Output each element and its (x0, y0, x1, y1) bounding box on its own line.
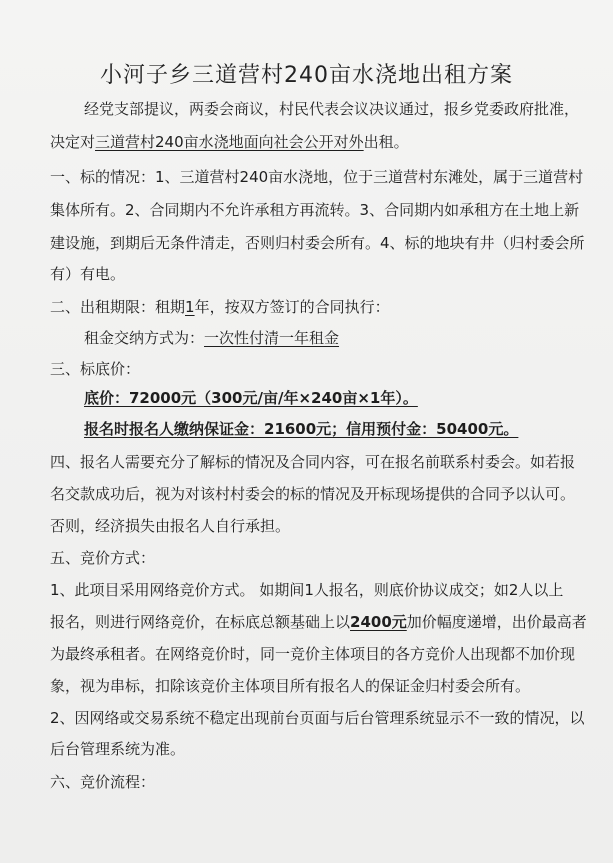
s5-p2-line-1: 2、因网络或交易系统不稳定出现前台页面与后台管理系统显示不一致的情况，以 (50, 709, 585, 727)
intro-line-2 (50, 132, 409, 152)
intro-line-1: 经党支部提议，两委会商议，村民代表会议决议通过，报乡党委政府批准， (84, 100, 580, 118)
s4-line-3: 否则，经济损失由报名人自行承担。 (50, 517, 291, 535)
intro-line-2-underlined: 三道营村240亩水浇地面向社会公开对外 (95, 133, 364, 151)
document-title: 小河子乡三道营村240亩水浇地出租方案 (100, 63, 513, 88)
s1-line-1: 一、标的情况：1、三道营村240亩水浇地，位于三道营村东滩处，属于三道营村 (50, 168, 584, 186)
s1-line-3: 建设施，到期后无条件清走，否则归村委会所有。4、标的地块有井（归村委会所 (50, 234, 585, 252)
s1-line-2: 集体所有。2、合同期内不允许承租方再流转。3、合同期内如承租方在土地上新 (50, 201, 580, 219)
base-price: 底价：72000元（300元/亩/年×240亩×1年）。 (84, 389, 418, 407)
s5-p1-line-4: 象，视为串标，扣除该竞价主体项目所有报名人的保证金归村委会所有。 (50, 677, 531, 695)
s2-line-1-pre: 二、出租期限：租期 (50, 298, 186, 316)
s5-p1-line-1: 1、此项目采用网络竞价方式。 如期间1人报名，则底价协议成交；如2人以上 (50, 581, 564, 599)
s6-heading: 六、竞价流程： (50, 773, 156, 791)
intro-line-2-pre: 决定对 (50, 133, 96, 151)
intro-line-2-post: 出租。 (363, 133, 409, 151)
deposit-info: 报名时报名人缴纳保证金：21600元；信用预付金：50400元。 (84, 420, 519, 438)
s5-p1-line-2 (50, 612, 587, 632)
payment-method: 一次性付清一年租金 (204, 329, 340, 347)
s4-line-2: 名交款成功后，视为对该村村委会的标的情况及开标现场提供的合同予以认可。 (50, 485, 576, 503)
s5-heading: 五、竞价方式： (50, 549, 156, 567)
s4-line-1: 四、报名人需要充分了解标的情况及合同内容，可在报名前联系村委会。如若报 (50, 453, 576, 471)
s3-heading: 三、标底价： (50, 360, 141, 378)
s2-line-2-pre: 租金交纳方式为： (84, 329, 205, 347)
s2-line-1-post: 年，按双方签订的合同执行： (194, 298, 390, 316)
bid-increment: 2400元 (350, 613, 407, 631)
s2-line-1 (50, 297, 390, 317)
s1-line-4: 有）有电。 (50, 265, 126, 283)
s5-p1-line-3: 为最终承租者。在网络竞价时，同一竞价主体项目的各方竞价人出现都不加价现 (50, 645, 576, 663)
s5-p1-line-2-pre: 报名，则进行网络竞价，在标底总额基础上以 (50, 613, 351, 631)
s5-p2-line-2: 后台管理系统为准。 (50, 740, 186, 758)
s2-line-2 (84, 328, 339, 348)
lease-term-years: 1 (185, 298, 195, 316)
s5-p1-line-2-post: 加价幅度递增，出价最高者 (406, 613, 587, 631)
